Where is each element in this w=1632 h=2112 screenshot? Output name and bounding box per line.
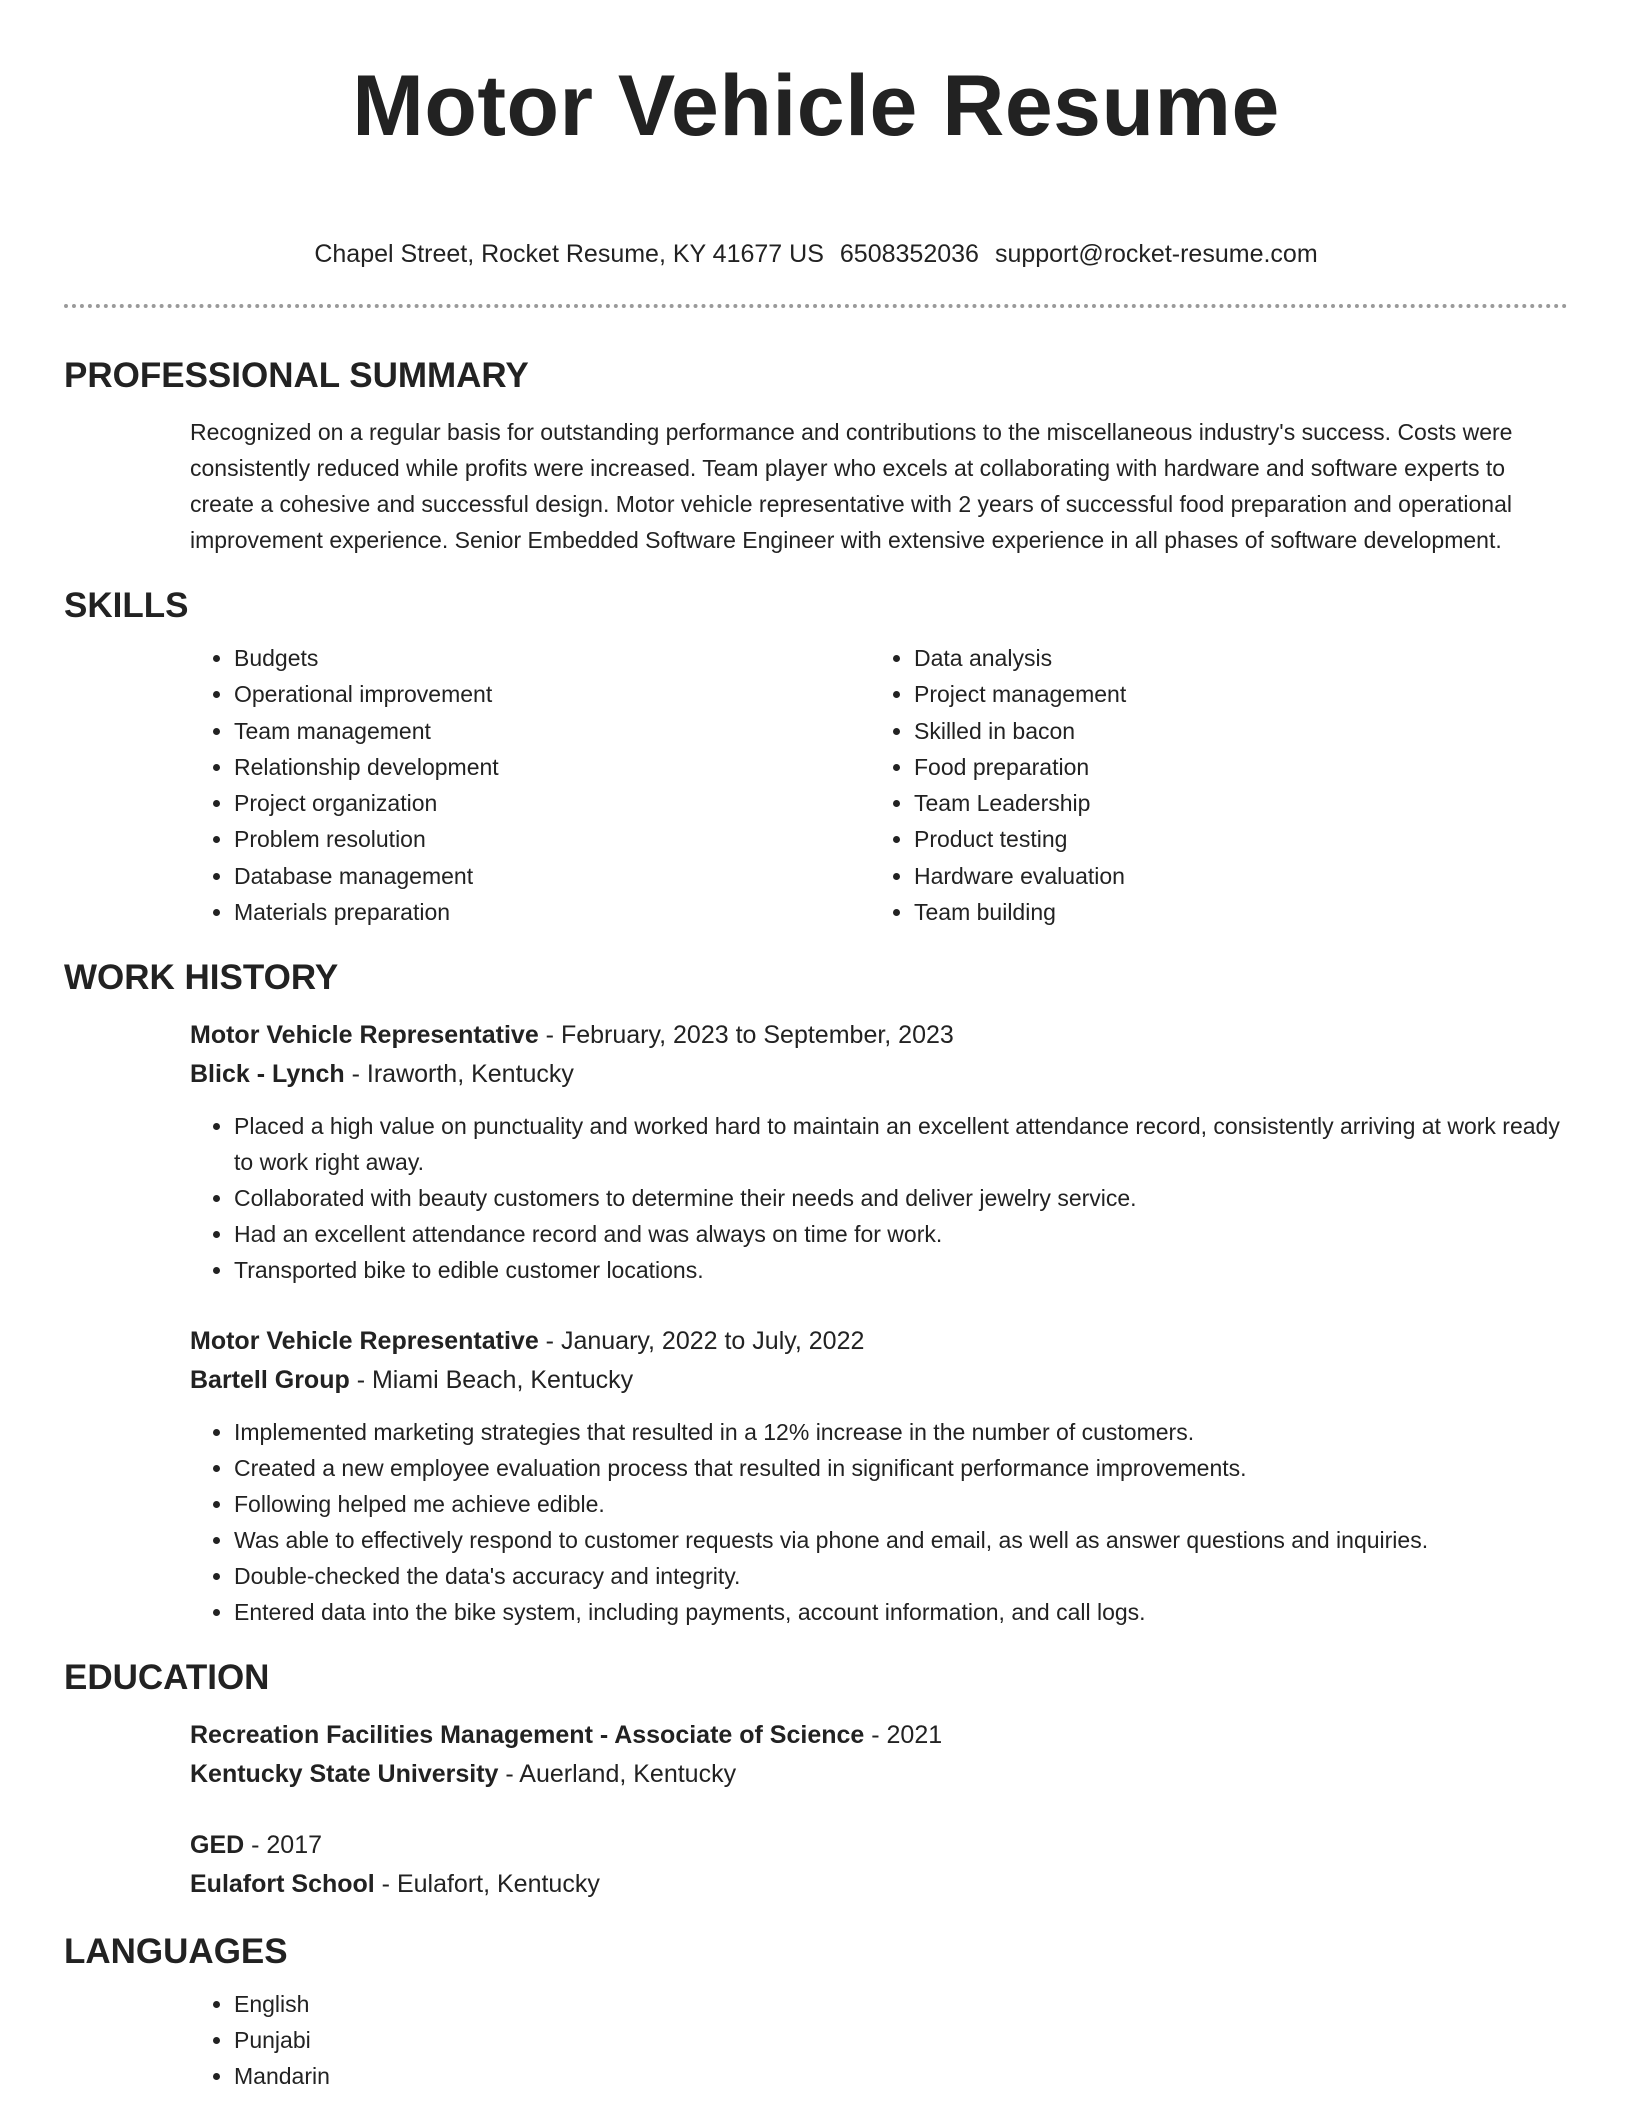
skill-item: • Relationship development <box>234 749 870 785</box>
skill-item: • Database management <box>234 858 870 894</box>
education-year: - 2017 <box>244 1831 323 1860</box>
skill-item: • Skilled in bacon <box>914 713 1550 749</box>
languages-list <box>190 1986 1568 2094</box>
job-bullets <box>190 1108 1568 1288</box>
education-entry <box>190 1716 1568 1794</box>
education-degree-line <box>190 1716 1568 1755</box>
job-bullet: • Double-checked the data's accuracy and integrity. <box>234 1558 1568 1594</box>
education-degree-line <box>190 1826 1568 1865</box>
education-location: - Eulafort, Kentucky <box>374 1870 600 1899</box>
contact-address: Chapel Street, Rocket Resume, KY 41677 US <box>314 240 824 268</box>
skill-item: • Team Leadership <box>914 785 1550 821</box>
language-item: • Punjabi <box>234 2022 1568 2058</box>
job-bullets <box>190 1414 1568 1630</box>
skill-item: • Budgets <box>234 640 870 676</box>
skill-item: • Team management <box>234 713 870 749</box>
job-bullet: • Entered data into the bike system, including payments, account information, and call logs. <box>234 1594 1568 1630</box>
job-bullet: • Placed a high value on punctuality and worked hard to maintain an excellent attendance record, consistently arriving at work ready to work right away. <box>234 1108 1568 1180</box>
education-degree: GED <box>190 1831 245 1860</box>
job-company-line <box>190 1055 1568 1094</box>
skills-heading: SKILLS <box>64 586 189 625</box>
work-section <box>64 1016 1568 1630</box>
languages-heading: LANGUAGES <box>64 1932 288 1972</box>
skill-item: • Problem resolution <box>234 821 870 857</box>
job-title-line <box>190 1322 1568 1361</box>
job-location: - Miami Beach, Kentucky <box>349 1366 634 1395</box>
job-dates: - January, 2022 to July, 2022 <box>538 1327 865 1356</box>
education-section <box>64 1716 1568 1904</box>
skill-item: • Project management <box>914 676 1550 712</box>
skill-item: • Data analysis <box>914 640 1550 676</box>
education-school: Eulafort School <box>190 1870 375 1899</box>
job-bullet: • Following helped me achieve edible. <box>234 1486 1568 1522</box>
job-company: Bartell Group <box>190 1366 350 1395</box>
header-divider <box>64 304 1568 308</box>
job-role: Motor Vehicle Representative <box>190 1327 539 1356</box>
job-title-line <box>190 1016 1568 1055</box>
contact-line <box>64 236 1568 272</box>
education-school-line <box>190 1865 1568 1904</box>
skills-column-left <box>190 640 870 930</box>
education-school: Kentucky State University <box>190 1760 499 1789</box>
education-heading: EDUCATION <box>64 1658 270 1698</box>
skills-column-right <box>870 640 1550 930</box>
skill-item: • Product testing <box>914 821 1550 857</box>
summary-heading: PROFESSIONAL SUMMARY <box>64 356 529 395</box>
summary-section <box>64 414 1568 558</box>
job-bullet: • Implemented marketing strategies that resulted in a 12% increase in the number of customers. <box>234 1414 1568 1450</box>
education-location: - Auerland, Kentucky <box>498 1760 737 1789</box>
skill-item: • Food preparation <box>914 749 1550 785</box>
skill-item: • Hardware evaluation <box>914 858 1550 894</box>
language-item: • English <box>234 1986 1568 2022</box>
languages-section <box>64 1986 1568 2094</box>
job-company-line <box>190 1361 1568 1400</box>
job-entry <box>190 1016 1568 1288</box>
job-entry <box>190 1322 1568 1630</box>
contact-email: support@rocket-resume.com <box>994 240 1318 268</box>
job-bullet: • Created a new employee evaluation process that resulted in significant performance improvements. <box>234 1450 1568 1486</box>
language-item: • Mandarin <box>234 2058 1568 2094</box>
job-bullet: • Had an excellent attendance record and was always on time for work. <box>234 1216 1568 1252</box>
education-year: - 2021 <box>864 1721 943 1750</box>
resume-name: Motor Vehicle Resume <box>352 58 1280 154</box>
skill-item: • Operational improvement <box>234 676 870 712</box>
skill-item: • Team building <box>914 894 1550 930</box>
contact-phone: 6508352036 <box>839 240 979 268</box>
job-role: Motor Vehicle Representative <box>190 1021 539 1050</box>
job-bullet: • Transported bike to edible customer locations. <box>234 1252 1568 1288</box>
job-dates: - February, 2023 to September, 2023 <box>538 1021 954 1050</box>
job-bullet: • Was able to effectively respond to customer requests via phone and email, as well as answer questions and inquiries. <box>234 1522 1568 1558</box>
skill-item: • Project organization <box>234 785 870 821</box>
education-school-line <box>190 1755 1568 1794</box>
summary-text: Recognized on a regular basis for outstanding performance and contributions to the miscellaneous industry's success. Costs were consistently reduced while profits were increased. Team player who excels at collaborating with hardware and software experts to create a cohesive and successful design. Motor vehicle representative with 2 years of successful food preparation and operational improvement experience. Senior Embedded Software Engineer with extensive experience in all phases of software development. <box>190 419 1513 553</box>
education-entry <box>190 1826 1568 1904</box>
work-heading: WORK HISTORY <box>64 958 339 998</box>
skills-section <box>64 640 1568 930</box>
education-degree: Recreation Facilities Management - Associate of Science <box>190 1721 865 1750</box>
job-company: Blick - Lynch <box>190 1060 345 1089</box>
job-bullet: • Collaborated with beauty customers to determine their needs and deliver jewelry service. <box>234 1180 1568 1216</box>
job-location: - Iraworth, Kentucky <box>344 1060 574 1089</box>
skill-item: • Materials preparation <box>234 894 870 930</box>
